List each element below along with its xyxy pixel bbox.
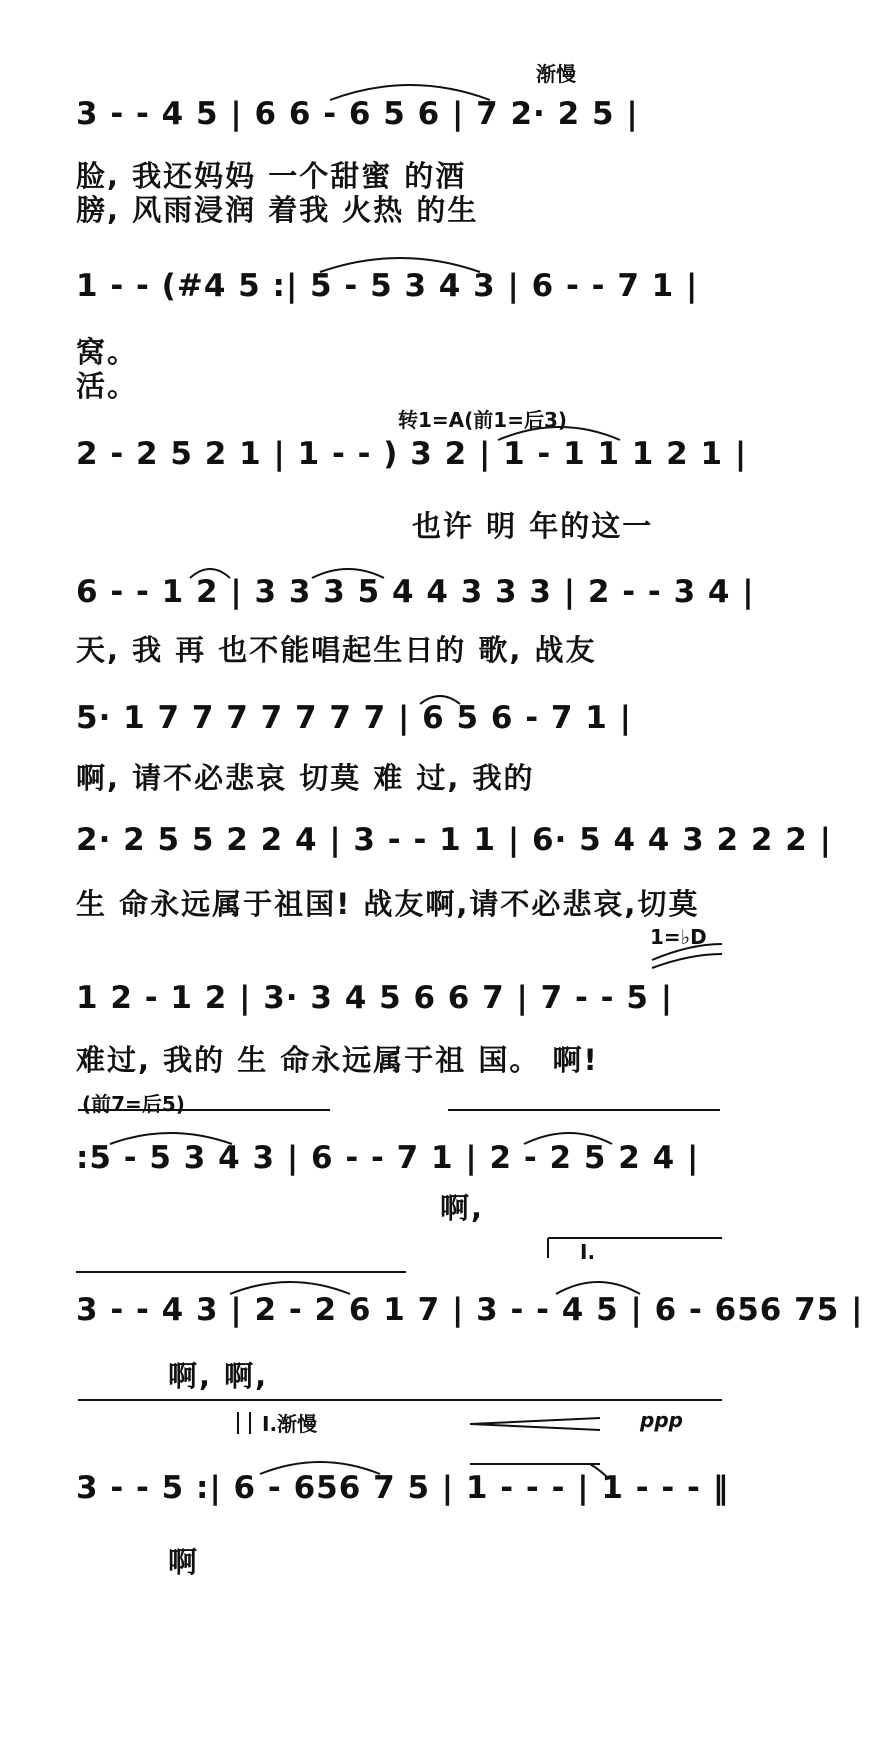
- lyric-line-5: 啊, 请不必悲哀 切莫 难 过, 我的: [76, 761, 535, 795]
- notation-line-8: :5 - 5 3 4 3 | 6 - - 7 1 | 2 - 2 5 2 4 |: [76, 1140, 700, 1176]
- notation-line-4: 6 - - 1 2 | 3 3 3 5 4 4 3 3 3 | 2 - - 3 4 |: [76, 574, 755, 610]
- first-ending-mark: I.: [580, 1240, 596, 1264]
- notation-line-6: 2· 2 5 5 2 2 4 | 3 - - 1 1 | 6· 5 4 4 3 2 2 2 |: [76, 822, 832, 858]
- dynamic-mark: ppp: [640, 1408, 683, 1432]
- notation-line-1: 3 - - 4 5 | 6 6 - 6 5 6 | 7 2· 2 5 |: [76, 96, 639, 132]
- notation-line-10: 3 - - 5 :| 6 - 656 7 5 | 1 - - - | 1 - - - ‖: [76, 1470, 730, 1506]
- lyric-line-4: 天, 我 再 也不能唱起生日的 歌, 战友: [76, 633, 597, 667]
- lyric-line-9: 啊, 啊,: [168, 1359, 269, 1393]
- lyric-line-1a: 脸, 我还妈妈 一个甜蜜 的酒: [76, 159, 467, 193]
- key-relation-mark: (前7=后5): [82, 1092, 185, 1116]
- notation-line-3: 2 - 2 5 2 1 | 1 - - ) 3 2 | 1 - 1 1 1 2 1 |: [76, 436, 748, 472]
- notation-line-2: 1 - - (#4 5 :| 5 - 5 3 4 3 | 6 - - 7 1 |: [76, 268, 699, 304]
- lyric-line-6: 生 命永远属于祖国! 战友啊,请不必悲哀,切莫: [76, 887, 700, 921]
- lyric-line-10: 啊: [168, 1545, 200, 1579]
- lyric-line-1b: 膀, 风雨浸润 着我 火热 的生: [76, 193, 479, 227]
- lyric-line-7: 难过, 我的 生 命永远属于祖 国。 啊!: [76, 1043, 599, 1077]
- second-ending-mark: I.渐慢: [262, 1412, 318, 1436]
- lyric-line-8: 啊,: [440, 1191, 485, 1225]
- lyric-line-2a: 窝。: [76, 335, 139, 369]
- key-signature-mark: 1=♭D: [650, 925, 707, 949]
- lyric-line-3: 也许 明 年的这一: [412, 509, 654, 543]
- modulation-mark: 转1=A(前1=后3): [398, 408, 568, 432]
- tempo-mark-ritardando: 渐慢: [536, 62, 576, 86]
- notation-line-7: 1 2 - 1 2 | 3· 3 4 5 6 6 7 | 7 - - 5 |: [76, 980, 674, 1016]
- notation-line-5: 5· 1 7 7 7 7 7 7 7 | 6 5 6 - 7 1 |: [76, 700, 632, 736]
- lyric-line-2b: 活。: [76, 369, 139, 403]
- notation-line-9: 3 - - 4 3 | 2 - 2 6 1 7 | 3 - - 4 5 | 6 - 656 75 |: [76, 1292, 864, 1328]
